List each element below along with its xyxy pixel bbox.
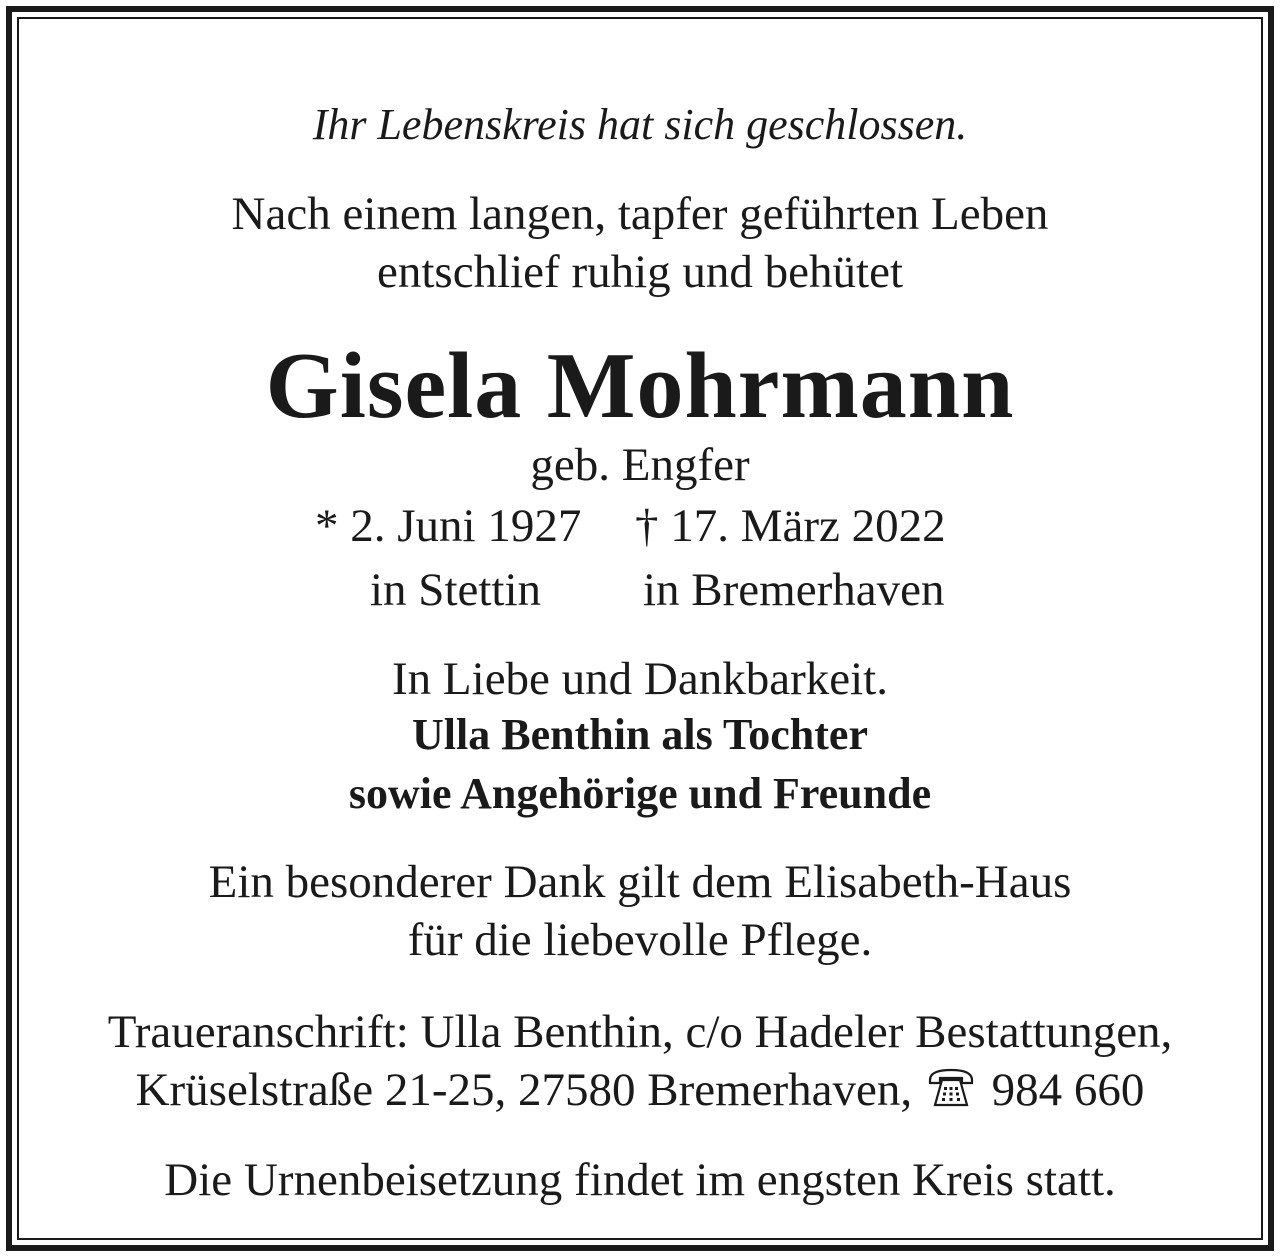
motto: Ihr Lebenskreis hat sich geschlossen.: [312, 100, 968, 149]
obituary-notice: [19, 19, 1261, 1238]
birth-name: geb. Engfer: [530, 439, 750, 491]
ceremony-note: Die Urnenbeisetzung findet im engsten Kreis statt.: [164, 1154, 1116, 1206]
telephone-icon: [926, 1067, 976, 1109]
address-line-1: Traueranschrift: Ulla Benthin, c/o Hadeler Bestattungen,: [107, 1006, 1173, 1058]
places-row: [19, 564, 1261, 616]
death-date: † 17. März 2022: [635, 500, 946, 552]
dates-row: [19, 500, 1261, 552]
birth-place: in Stettin: [370, 564, 542, 616]
mourner-line-1: Ulla Benthin als Tochter: [412, 710, 868, 759]
deceased-name: Gisela Mohrmann: [265, 334, 1015, 438]
dedication: In Liebe und Dankbarkeit.: [392, 653, 888, 705]
address-street: Krüselstraße 21-25, 27580 Bremerhaven,: [135, 1064, 913, 1116]
birth-date: * 2. Juni 1927: [315, 500, 582, 552]
thanks-line-2: für die liebevolle Pflege.: [407, 914, 873, 966]
intro-line-2: entschlief ruhig und behütet: [377, 246, 903, 298]
intro-line-1: Nach einem langen, tapfer geführten Leben: [231, 188, 1049, 240]
thanks-line-1: Ein besonderer Dank gilt dem Elisabeth-Haus: [208, 856, 1072, 908]
phone-number: 984 660: [991, 1064, 1145, 1116]
address-line-2: [19, 1064, 1261, 1116]
death-place: in Bremerhaven: [643, 564, 945, 616]
mourner-line-2: sowie Angehörige und Freunde: [348, 769, 932, 818]
